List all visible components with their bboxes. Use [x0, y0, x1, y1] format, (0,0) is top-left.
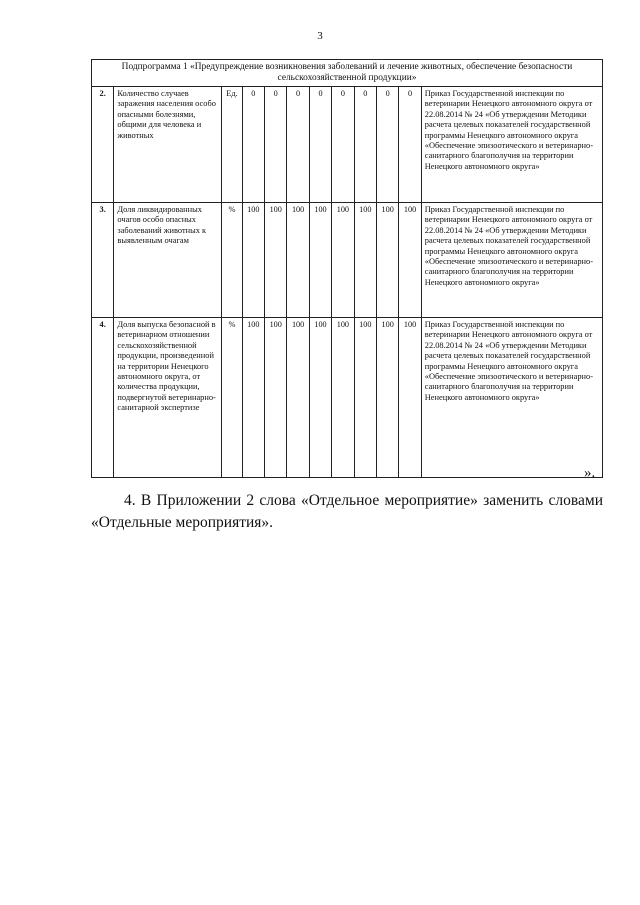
indicator-value: 100: [376, 203, 398, 318]
unit-of-measure: %: [222, 318, 242, 478]
indicator-value: 100: [265, 203, 287, 318]
table-row: [92, 87, 603, 203]
indicator-value: 100: [332, 203, 354, 318]
indicator-value: 100: [242, 203, 264, 318]
methodology-document: Приказ Государственной инспекции по ветеринарии Ненецкого автономного округа от 22.08.2014 № 24 «Об утверждении Методики расчета целевых показателей государственной программы Ненецкого автономного округа «Обеспечение эпизоотического и ветеринарно-санитарного благополучия на территории Ненецкого автономного округа»: [421, 203, 602, 318]
indicator-value: 0: [242, 87, 264, 203]
indicator-value: 0: [332, 87, 354, 203]
indicator-value: 100: [399, 318, 421, 478]
indicator-value: 100: [265, 318, 287, 478]
subprogram-title: Подпрограмма 1 «Предупреждение возникновения заболеваний и лечение животных, обеспечение безопасности сельскохозяйственной продукции»: [92, 60, 603, 87]
indicator-value: 100: [399, 203, 421, 318]
indicator-value: 100: [332, 318, 354, 478]
indicator-value: 100: [287, 318, 309, 478]
row-number: 3.: [92, 203, 114, 318]
indicator-value: 0: [309, 87, 331, 203]
indicator-name: Доля выпуска безопасной в ветеринарном отношении сельскохозяйственной продукции, произведенной на территории Ненецкого автономного округа, от количества продукции, подвергнутой ветеринарно-санитарной экспертизе: [114, 318, 222, 478]
indicator-value: 0: [399, 87, 421, 203]
indicator-value: 100: [309, 318, 331, 478]
indicator-value: 100: [287, 203, 309, 318]
indicator-name: Количество случаев заражения населения особо опасными болезнями, общими для человека и животных: [114, 87, 222, 203]
subprogram-header-row: [92, 60, 603, 87]
indicator-value: 100: [354, 318, 376, 478]
unit-of-measure: %: [222, 203, 242, 318]
indicator-value: 0: [265, 87, 287, 203]
row-number: 4.: [92, 318, 114, 478]
amendment-paragraph: 4. В Приложении 2 слова «Отдельное мероприятие» заменить словами «Отдельные мероприятия».: [91, 492, 603, 531]
table-row: [92, 318, 603, 478]
table-row: [92, 203, 603, 318]
indicators-table: [91, 59, 603, 478]
indicator-value: 100: [354, 203, 376, 318]
methodology-document: Приказ Государственной инспекции по ветеринарии Ненецкого автономного округа от 22.08.2014 № 24 «Об утверждении Методики расчета целевых показателей государственной программы Ненецкого автономного округа «Обеспечение эпизоотического и ветеринарно-санитарного благополучия на территории Ненецкого автономного округа»: [421, 318, 602, 478]
indicator-value: 100: [309, 203, 331, 318]
indicator-name: Доля ликвидированных очагов особо опасных заболеваний животных к выявленным очагам: [114, 203, 222, 318]
indicator-value: 0: [287, 87, 309, 203]
methodology-document: Приказ Государственной инспекции по ветеринарии Ненецкого автономного округа от 22.08.2014 № 24 «Об утверждении Методики расчета целевых показателей государственной программы Ненецкого автономного округа «Обеспечение эпизоотического и ветеринарно-санитарного благополучия на территории Ненецкого автономного округа»: [421, 87, 602, 203]
indicator-value: 100: [242, 318, 264, 478]
indicator-value: 100: [376, 318, 398, 478]
page-number: 3: [317, 30, 323, 42]
unit-of-measure: Ед.: [222, 87, 242, 203]
row-number: 2.: [92, 87, 114, 203]
indicator-value: 0: [354, 87, 376, 203]
closing-quote: ».: [584, 465, 596, 481]
indicator-value: 0: [376, 87, 398, 203]
